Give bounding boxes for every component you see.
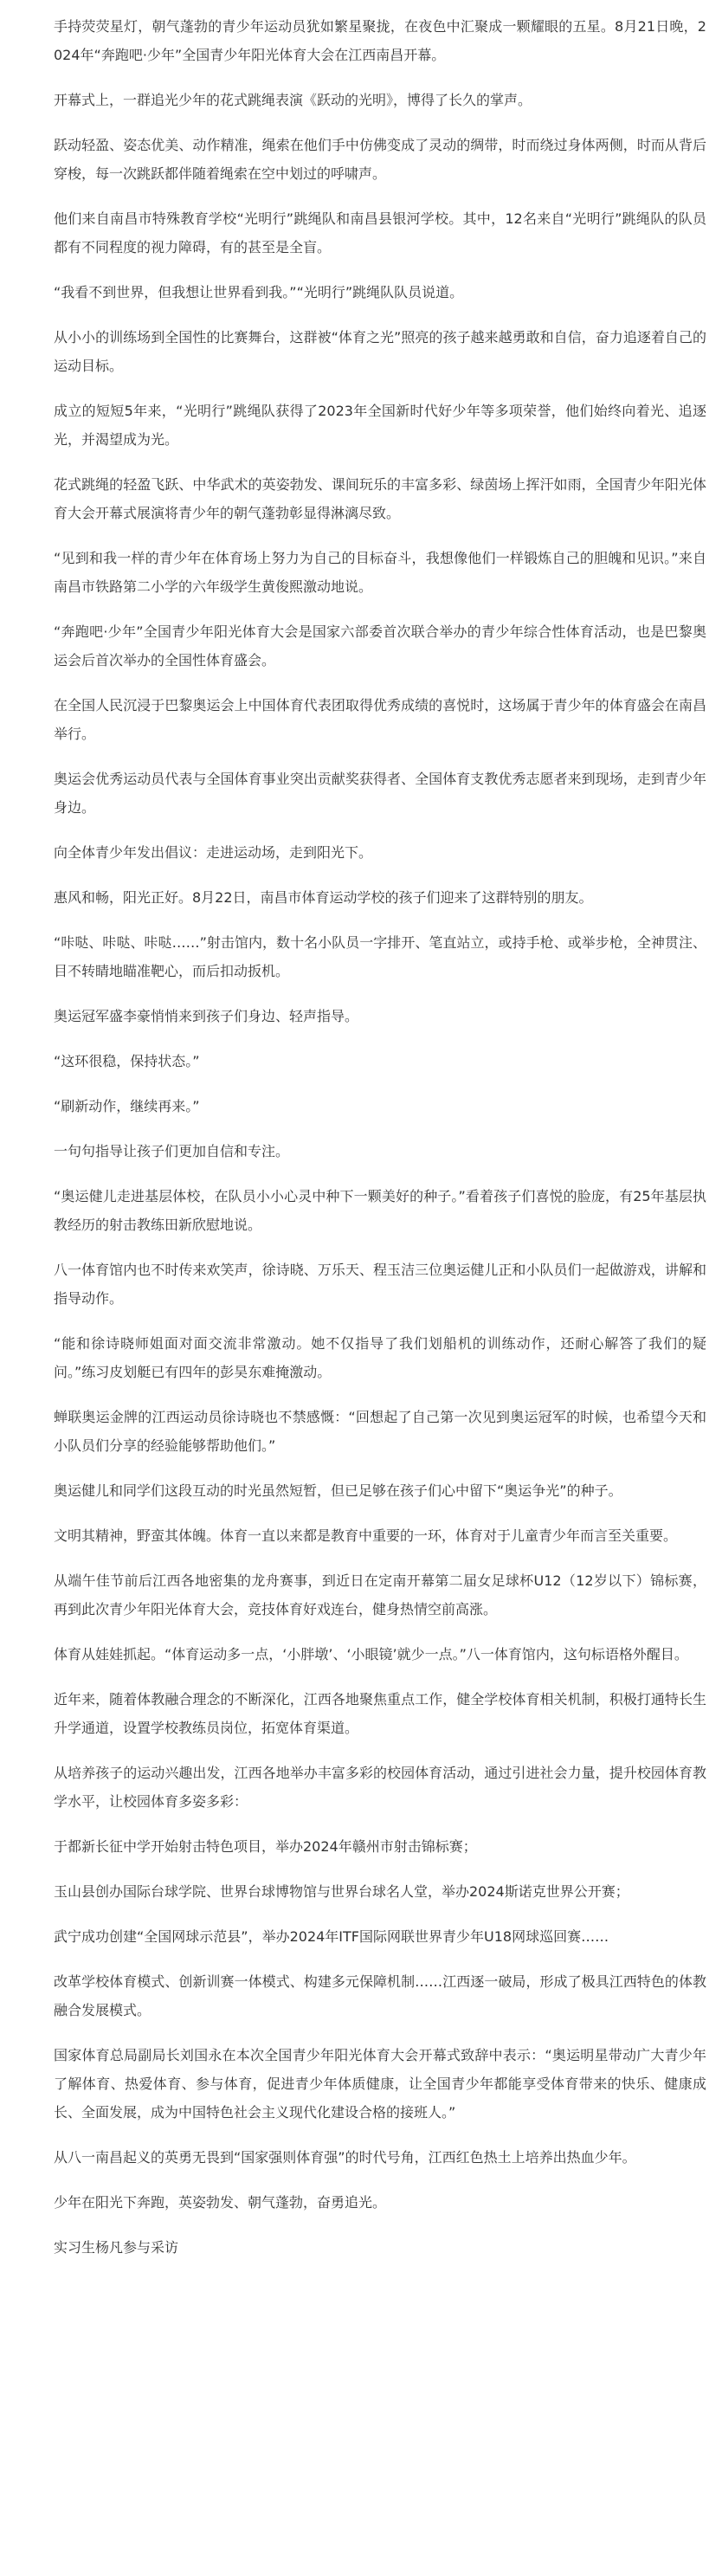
paragraph-20: “奥运健儿走进基层体校，在队员小小心灵中种下一颗美好的种子。”看着孩子们喜悦的脸庞，有25年基层执教经历的射击教练田新欣慰地说。 [54, 1188, 706, 1233]
paragraph-10: “奔跑吧·少年”全国青少年阳光体育大会是国家六部委首次联合举办的青少年综合性体育活动，也是巴黎奥运会后首次举办的全国性体育盛会。 [54, 623, 706, 668]
paragraph-34: 国家体育总局副局长刘国永在本次全国青少年阳光体育大会开幕式致辞中表示：“奥运明星带动广大青少年了解体育、热爱体育、参与体育，促进青少年体质健康，让全国青少年都能享受体育带来的快乐、健康成长、全面发展，成为中国特色社会主义现代化建设合格的接班人。” [54, 2047, 706, 2121]
paragraph-24: 奥运健儿和同学们这段互动的时光虽然短暂，但已足够在孩子们心中留下“奥运争光”的种子。 [54, 1482, 622, 1499]
paragraph-8: 花式跳绳的轻盈飞跃、中华武术的英姿勃发、课间玩乐的丰富多彩、绿茵场上挥汗如雨，全国青少年阳光体育大会开幕式展演将青少年的朝气蓬勃彰显得淋漓尽致。 [54, 476, 706, 521]
paragraph-32: 武宁成功创建“全国网球示范县”，举办2024年ITF国际网联世界青少年U18网球巡回赛…… [54, 1928, 609, 1945]
reporter-credit: 实习生杨凡参与采访 [54, 2239, 179, 2256]
paragraph-30: 于都新长征中学开始射击特色项目，举办2024年赣州市射击锦标赛； [54, 1838, 477, 1855]
paragraph-26: 从端午佳节前后江西各地密集的龙舟赛事，到近日在定南开幕第二届女足球杯U12（12岁以下）锦标赛，再到此次青少年阳光体育大会，竞技体育好戏连台，健身热情空前高涨。 [54, 1572, 706, 1617]
paragraph-28: 近年来，随着体教融合理念的不断深化，江西各地聚焦重点工作，健全学校体育相关机制，积极打通特长生升学通道，设置学校教练员岗位，拓宽体育渠道。 [54, 1691, 706, 1736]
paragraph-23: 蝉联奥运金牌的江西运动员徐诗晓也不禁感慨：“回想起了自己第一次见到奥运冠军的时候，也希望今天和小队员们分享的经验能够帮助他们。” [54, 1409, 706, 1454]
paragraph-1: 手持荧荧星灯，朝气蓬勃的青少年运动员犹如繁星聚拢，在夜色中汇聚成一颗耀眼的五星。8月21日晚，2024年“奔跑吧·少年”全国青少年阳光体育大会在江西南昌开幕。 [54, 18, 706, 63]
paragraph-21: 八一体育馆内也不时传来欢笑声，徐诗晓、万乐天、程玉洁三位奥运健儿正和小队员们一起做游戏，讲解和指导动作。 [54, 1262, 706, 1307]
paragraph-6: 从小小的训练场到全国性的比赛舞台，这群被“体育之光”照亮的孩子越来越勇敢和自信，奋力追逐着自己的运动目标。 [54, 329, 706, 374]
paragraph-3: 跃动轻盈、姿态优美、动作精准，绳索在他们手中仿佛变成了灵动的绸带，时而绕过身体两侧，时而从背后穿梭，每一次跳跃都伴随着绳索在空中划过的呼啸声。 [54, 137, 706, 182]
paragraph-11: 在全国人民沉浸于巴黎奥运会上中国体育代表团取得优秀成绩的喜悦时，这场属于青少年的体育盛会在南昌举行。 [54, 697, 706, 742]
paragraph-17: “这环很稳，保持状态。” [54, 1053, 200, 1069]
paragraph-13: 向全体青少年发出倡议：走进运动场，走到阳光下。 [54, 844, 373, 861]
paragraph-31: 玉山县创办国际台球学院、世界台球博物馆与世界台球名人堂，举办2024斯诺克世界公开赛； [54, 1883, 629, 1900]
paragraph-29: 从培养孩子的运动兴趣出发，江西各地举办丰富多彩的校园体育活动，通过引进社会力量，提升校园体育教学水平，让校园体育多姿多彩： [54, 1765, 706, 1810]
paragraph-16: 奥运冠军盛李豪悄悄来到孩子们身边、轻声指导。 [54, 1008, 359, 1024]
paragraph-18: “刷新动作，继续再来。” [54, 1098, 200, 1114]
paragraph-33: 改革学校体育模式、创新训赛一体模式、构建多元保障机制……江西逐一破局，形成了极具江西特色的体教融合发展模式。 [54, 1973, 706, 2018]
paragraph-36: 少年在阳光下奔跑，英姿勃发、朝气蓬勃，奋勇追光。 [54, 2194, 387, 2211]
paragraph-19: 一句句指导让孩子们更加自信和专注。 [54, 1143, 290, 1159]
paragraph-2: 开幕式上，一群追光少年的花式跳绳表演《跃动的光明》，博得了长久的掌声。 [54, 92, 532, 108]
paragraph-35: 从八一南昌起义的英勇无畏到“国家强则体育强”的时代号角，江西红色热土上培养出热血少年。 [54, 2149, 636, 2166]
paragraph-12: 奥运会优秀运动员代表与全国体育事业突出贡献奖获得者、全国体育支教优秀志愿者来到现场，走到青少年身边。 [54, 771, 706, 816]
paragraph-9: “见到和我一样的青少年在体育场上努力为自己的目标奋斗，我想像他们一样锻炼自己的胆魄和见识。”来自南昌市铁路第二小学的六年级学生黄俊熙激动地说。 [54, 550, 706, 595]
paragraph-25: 文明其精神，野蛮其体魄。体育一直以来都是教育中重要的一环，体育对于儿童青少年而言至关重要。 [54, 1527, 678, 1544]
paragraph-4: 他们来自南昌市特殊教育学校“光明行”跳绳队和南昌县银河学校。其中，12名来自“光明行”跳绳队的队员都有不同程度的视力障碍，有的甚至是全盲。 [54, 210, 706, 255]
paragraph-14: 惠风和畅，阳光正好。8月22日，南昌市体育运动学校的孩子们迎来了这群特别的朋友。 [54, 889, 593, 906]
paragraph-15: “咔哒、咔哒、咔哒……”射击馆内，数十名小队员一字排开、笔直站立，或持手枪、或举步枪，全神贯注、目不转睛地瞄准靶心，而后扣动扳机。 [54, 934, 706, 979]
paragraph-5: “我看不到世界，但我想让世界看到我。”“光明行”跳绳队队员说道。 [54, 284, 464, 300]
paragraph-22: “能和徐诗晓师姐面对面交流非常激动。她不仅指导了我们划船机的训练动作，还耐心解答了我们的疑问。”练习皮划艇已有四年的彭昊东难掩激动。 [54, 1335, 706, 1380]
paragraph-27: 体育从娃娃抓起。“体育运动多一点，‘小胖墩’、‘小眼镜’就少一点。”八一体育馆内，这句标语格外醒目。 [54, 1646, 688, 1662]
paragraph-7: 成立的短短5年来，“光明行”跳绳队获得了2023年全国新时代好少年等多项荣誉，他们始终向着光、追逐光，并渴望成为光。 [54, 403, 706, 448]
